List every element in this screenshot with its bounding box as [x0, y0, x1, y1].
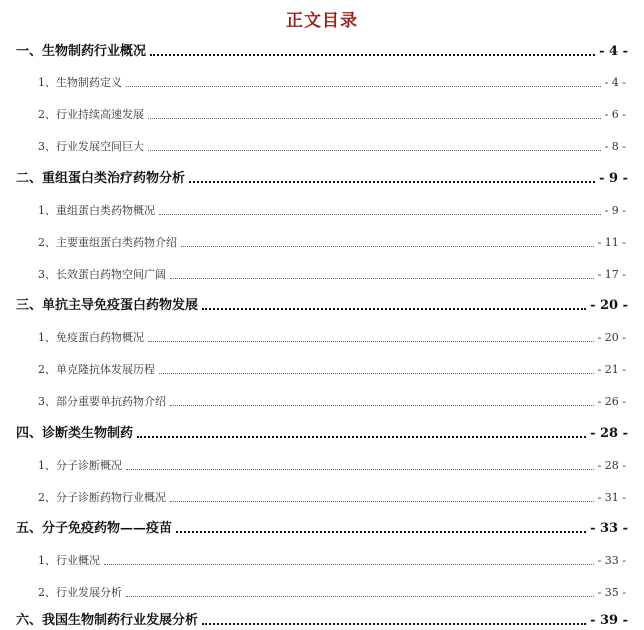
toc-entry-subsection[interactable] — [38, 135, 626, 155]
toc-entry-page: - 26 - — [597, 395, 626, 408]
toc-entry-subsection[interactable] — [38, 486, 626, 506]
toc-entry-subsection[interactable] — [38, 231, 626, 251]
dot-leader — [148, 341, 594, 342]
dot-leader — [126, 86, 601, 87]
toc-entry-label: 1、行业概况 — [38, 554, 100, 567]
dot-leader — [126, 596, 594, 597]
toc-entry-page: - 35 - — [597, 586, 626, 599]
toc-entry-label: 四、诊断类生物制药 — [16, 426, 134, 441]
toc-entry-label: 1、免疫蛋白药物概况 — [38, 331, 144, 344]
toc-entry-label: 二、重组蛋白类治疗药物分析 — [16, 171, 186, 186]
toc-entry-page: - 11 - — [597, 236, 626, 249]
toc-entry-subsection[interactable] — [38, 549, 626, 569]
dot-leader — [148, 118, 601, 119]
toc-entry-page: - 8 - — [604, 140, 626, 153]
toc-entry-label: 三、单抗主导免疫蛋白药物发展 — [16, 298, 199, 313]
toc-entry-label: 2、主要重组蛋白类药物介绍 — [38, 236, 177, 249]
toc-entry-page: - 20 - — [597, 331, 626, 344]
toc-entry-label: 1、分子诊断概况 — [38, 459, 122, 472]
dot-leader — [159, 214, 601, 215]
dot-leader — [170, 405, 594, 406]
toc-entry-section-4[interactable] — [16, 422, 628, 442]
toc-entry-label: 2、行业持续高速发展 — [38, 108, 144, 121]
toc-entry-subsection[interactable] — [38, 326, 626, 346]
toc-entry-page: - 4 - — [604, 76, 626, 89]
dot-leader — [148, 150, 601, 151]
toc-entry-page: - 4 - — [599, 44, 628, 59]
toc-entry-page: - 28 - — [590, 426, 628, 441]
toc-entry-label: 五、分子免疫药物——疫苗 — [16, 521, 173, 536]
dot-leader — [170, 278, 594, 279]
toc-entry-page: - 21 - — [597, 363, 626, 376]
toc-entry-label: 2、分子诊断药物行业概况 — [38, 491, 166, 504]
dot-leader — [104, 564, 594, 565]
toc-entry-page: - 9 - — [604, 204, 626, 217]
dot-leader — [126, 469, 594, 470]
toc-entry-subsection[interactable] — [38, 103, 626, 123]
toc-title: 正文目录 — [286, 11, 358, 31]
toc-entry-subsection[interactable] — [38, 263, 626, 283]
toc-entry-label: 六、我国生物制药行业发展分析 — [16, 613, 199, 628]
dot-leader — [150, 54, 595, 56]
toc-entry-section-5[interactable] — [16, 517, 628, 537]
dot-leader — [170, 501, 594, 502]
toc-entry-page: - 31 - — [597, 491, 626, 504]
dot-leader — [181, 246, 594, 247]
toc-entry-page: - 20 - — [590, 298, 628, 313]
toc-entry-section-3[interactable] — [16, 294, 628, 314]
toc-entry-label: 3、行业发展空间巨大 — [38, 140, 144, 153]
dot-leader — [202, 623, 586, 625]
dot-leader — [202, 308, 586, 310]
dot-leader — [137, 436, 586, 438]
toc-entry-label: 3、部分重要单抗药物介绍 — [38, 395, 166, 408]
toc-entry-page: - 39 - — [590, 613, 628, 628]
toc-entry-label: 2、行业发展分析 — [38, 586, 122, 599]
toc-entry-section-2[interactable] — [16, 167, 628, 187]
dot-leader — [176, 531, 586, 533]
toc-entry-page: - 17 - — [597, 268, 626, 281]
toc-entry-page: - 33 - — [597, 554, 626, 567]
toc-entry-subsection[interactable] — [38, 71, 626, 91]
toc-entry-subsection[interactable] — [38, 454, 626, 474]
dot-leader — [189, 181, 595, 183]
toc-entry-page: - 33 - — [590, 521, 628, 536]
toc-entry-page: - 6 - — [604, 108, 626, 121]
toc-entry-subsection[interactable] — [38, 581, 626, 601]
toc-entry-label: 一、生物制药行业概况 — [16, 44, 147, 59]
toc-entry-subsection[interactable] — [38, 199, 626, 219]
dot-leader — [159, 373, 594, 374]
toc-entry-page: - 9 - — [599, 171, 628, 186]
toc-entry-label: 1、生物制药定义 — [38, 76, 122, 89]
toc-entry-label: 1、重组蛋白类药物概况 — [38, 204, 155, 217]
toc-entry-label: 3、长效蛋白药物空间广阔 — [38, 268, 166, 281]
toc-entry-subsection[interactable] — [38, 390, 626, 410]
toc-entry-subsection[interactable] — [38, 358, 626, 378]
toc-entry-section-6[interactable] — [16, 609, 628, 629]
toc-entry-label: 2、单克隆抗体发展历程 — [38, 363, 155, 376]
toc-entry-section-1[interactable] — [16, 40, 628, 60]
toc-entry-page: - 28 - — [597, 459, 626, 472]
